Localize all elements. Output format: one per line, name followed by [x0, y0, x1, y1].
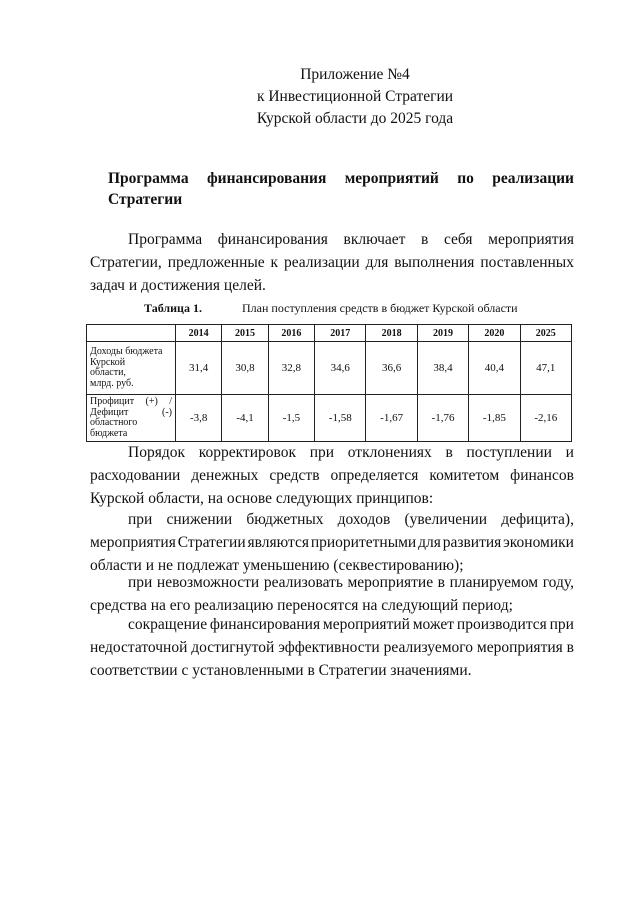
table-header-row: [87, 325, 572, 342]
revenue-value-cell: 34,6: [315, 342, 366, 395]
word: году,: [542, 574, 574, 591]
label-line: бюджета: [90, 427, 128, 439]
paragraph-line: [90, 441, 574, 464]
label-line: Курской: [90, 356, 126, 368]
revenue-value-cell: 47,1: [520, 342, 571, 395]
paragraph-line: [90, 464, 574, 487]
word: включает: [343, 231, 406, 248]
word: при: [549, 616, 574, 633]
table-corner-cell: [87, 325, 176, 342]
word: для: [418, 534, 441, 551]
word: Порядок: [128, 444, 185, 461]
paragraph-line: задач и достижения целей.: [90, 277, 266, 294]
principle-1-paragraph: [90, 508, 574, 577]
deficit-value-cell: -3,8: [176, 395, 222, 442]
deficit-value-cell: -2,16: [520, 395, 571, 442]
word: дефицита),: [501, 511, 574, 528]
revenue-row-label: [87, 342, 176, 395]
title-word: мероприятий: [344, 170, 439, 187]
paragraph-line: соответствии с установленными в Стратегии значениями.: [90, 662, 472, 679]
word: средств: [269, 467, 320, 484]
appendix-scope: Курской области до 2025 года: [256, 110, 454, 127]
program-title-line-2: Стратегии: [108, 191, 183, 208]
word: снижении: [166, 511, 233, 528]
word: при: [128, 511, 153, 528]
label-line: [90, 397, 172, 408]
table-year-header: 2020: [469, 325, 520, 342]
word: производится: [456, 616, 547, 633]
paragraph-line: [90, 508, 574, 531]
deficit-value-cell: -1,67: [366, 395, 417, 442]
appendix-subtitle: к Инвестиционной Стратегии: [256, 88, 454, 105]
word: (увеличении: [404, 511, 488, 528]
paragraph-line: [90, 571, 574, 594]
deficit-value-cell: -1,76: [417, 395, 468, 442]
label-part: (-): [162, 406, 172, 418]
procedure-paragraph: [90, 441, 574, 510]
table-year-header: 2018: [366, 325, 417, 342]
word: недостаточной: [90, 639, 188, 656]
table-caption-label: Таблица 1.: [144, 301, 202, 315]
table-row-surplus-deficit: [87, 395, 572, 442]
surplus-deficit-row-label: [87, 395, 176, 442]
word: выполнения: [394, 254, 475, 271]
word: планируемом: [449, 574, 539, 591]
word: денежных: [191, 467, 259, 484]
deficit-value-cell: -4,1: [222, 395, 268, 442]
deficit-value-cell: -1,58: [315, 395, 366, 442]
paragraph-line: [90, 251, 574, 274]
revenue-value-cell: 32,8: [268, 342, 314, 395]
word: в: [421, 231, 429, 248]
deficit-value-cell: -1,5: [268, 395, 314, 442]
deficit-value-cell: -1,85: [469, 395, 520, 442]
label-line: млрд. руб.: [90, 377, 134, 389]
word: реализуемого: [383, 639, 473, 656]
word: реализации: [283, 254, 360, 271]
revenue-value-cell: 30,8: [222, 342, 268, 395]
word: сокращение: [128, 616, 208, 633]
word: предложенные: [167, 254, 265, 271]
word: Программа: [128, 231, 203, 248]
word: при: [128, 574, 153, 591]
word: бюджетных: [246, 511, 324, 528]
label-part: Дефицит: [90, 406, 129, 418]
word: комитетом: [429, 467, 500, 484]
revenue-value-cell: 31,4: [176, 342, 222, 395]
intro-paragraph: [90, 228, 574, 297]
label-part: (+): [145, 396, 158, 407]
paragraph-line: средства на его реализацию переносятся на следующий период;: [90, 597, 513, 614]
table-year-header: 2015: [222, 325, 268, 342]
program-title-line-1: [108, 168, 574, 189]
label-line: области,: [90, 367, 126, 378]
word: финансирования: [209, 616, 321, 633]
word: финансирования: [217, 231, 328, 248]
label-line: Доходы бюджета: [90, 346, 163, 357]
word: финансов: [510, 467, 574, 484]
title-word: Программа: [108, 170, 189, 187]
word: в: [566, 639, 574, 656]
word: являются: [247, 534, 309, 551]
principle-3-paragraph: [90, 613, 574, 682]
word: в: [445, 444, 453, 461]
word: реализовать: [263, 574, 343, 591]
word: эффективности: [278, 639, 380, 656]
paragraph-line: области и не подлежат уменьшению (секвестированию);: [90, 557, 464, 574]
word: к: [270, 254, 279, 271]
word: Стратегии,: [90, 254, 162, 271]
word: Стратегии: [177, 534, 246, 551]
program-title: [108, 168, 574, 210]
paragraph-line: [90, 613, 574, 636]
table-row-revenue: [87, 342, 572, 395]
appendix-header: [240, 64, 470, 130]
table-caption: [144, 300, 518, 316]
label-part: /: [169, 396, 172, 407]
paragraph-line: [90, 228, 574, 251]
revenue-value-cell: 38,4: [417, 342, 468, 395]
paragraph-line: [90, 531, 574, 554]
table-year-header: 2017: [315, 325, 366, 342]
word: расходовании: [90, 467, 181, 484]
word: экономики: [503, 534, 574, 551]
label-line: областного: [90, 417, 138, 428]
principle-2-paragraph: [90, 571, 574, 617]
word: приоритетными: [310, 534, 417, 551]
word: в: [437, 574, 445, 591]
word: достигнутой: [191, 639, 275, 656]
word: мероприятия: [90, 534, 176, 551]
word: при: [309, 444, 335, 461]
word: поставленных: [480, 254, 574, 271]
table-year-header: 2025: [520, 325, 571, 342]
paragraph-line: Курской области, на основе следующих принципов:: [90, 490, 434, 507]
title-word: финансирования: [206, 170, 327, 187]
table-year-header: 2019: [417, 325, 468, 342]
title-word: по: [457, 170, 474, 187]
word: и: [565, 444, 574, 461]
word: определяется: [330, 467, 419, 484]
word: доходов: [337, 511, 391, 528]
word: отклонениях: [347, 444, 432, 461]
word: корректировок: [198, 444, 296, 461]
word: невозможности: [156, 574, 260, 591]
word: мероприятия: [476, 639, 563, 656]
revenue-value-cell: 36,6: [366, 342, 417, 395]
word: для: [365, 254, 389, 271]
label-part: Профицит: [90, 396, 135, 407]
word: поступлении: [466, 444, 552, 461]
title-word: реализации: [492, 170, 574, 187]
word: мероприятий: [322, 616, 410, 633]
table-year-header: 2016: [268, 325, 314, 342]
word: мероприятия: [488, 231, 574, 248]
table-year-header: 2014: [176, 325, 222, 342]
budget-revenue-table: [86, 324, 572, 442]
appendix-number: Приложение №4: [300, 66, 410, 83]
table-caption-text: План поступления средств в бюджет Курской области: [242, 301, 518, 315]
revenue-value-cell: 40,4: [469, 342, 520, 395]
paragraph-line: [90, 636, 574, 659]
word: себя: [443, 231, 473, 248]
word: развития: [442, 534, 502, 551]
word: может: [412, 616, 455, 633]
word: мероприятие: [347, 574, 434, 591]
